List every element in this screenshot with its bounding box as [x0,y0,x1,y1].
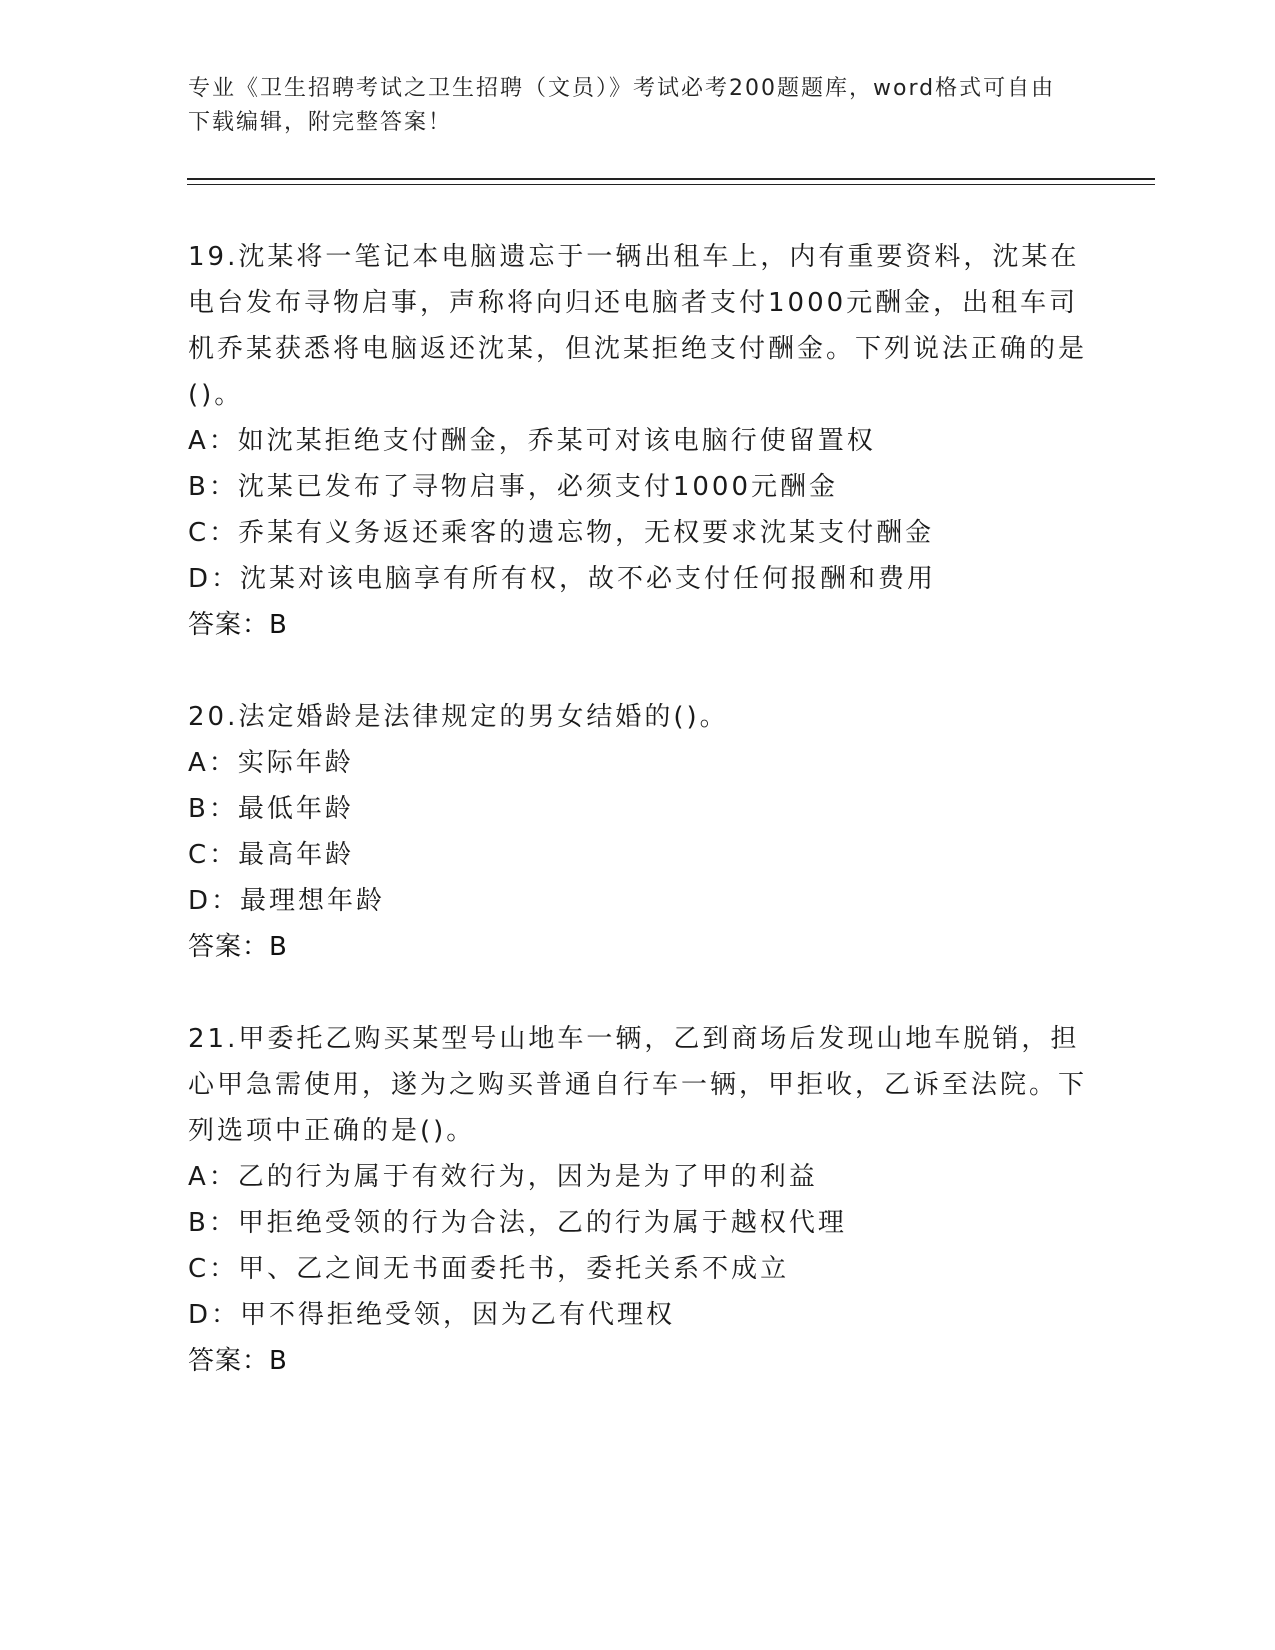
question-20 [188,694,1088,970]
option-a: A：乙的行为属于有效行为，因为是为了甲的利益 [188,1162,818,1192]
question-stem: 20.法定婚龄是法律规定的男女结婚的()。 [188,702,729,732]
question-list [188,234,1088,1430]
question-21 [188,1016,1088,1384]
question-stem: 19.沈某将一笔记本电脑遗忘于一辆出租车上，内有重要资料，沈某在电台发布寻物启事，声称将向归还电脑者支付1000元酬金，出租车司机乔某获悉将电脑返还沈某，但沈某拒绝支付酬金。下列说法正确的是()。 [188,242,1088,410]
option-d: D：甲不得拒绝受领，因为乙有代理权 [188,1300,676,1330]
answer: 答案：B [188,932,288,962]
question-19 [188,234,1088,648]
option-c: C：甲、乙之间无书面委托书，委托关系不成立 [188,1254,790,1284]
header-divider-thin [187,184,1155,185]
document-header: 专业《卫生招聘考试之卫生招聘（文员）》考试必考200题题库，word格式可自由下载编辑，附完整答案！ [188,76,1056,135]
answer: 答案：B [188,1346,288,1376]
option-d: D：最理想年龄 [188,886,386,916]
answer: 答案：B [188,610,288,640]
option-a: A：如沈某拒绝支付酬金，乔某可对该电脑行使留置权 [188,426,876,456]
option-c: C：最高年龄 [188,840,355,870]
option-a: A：实际年龄 [188,748,354,778]
option-c: C：乔某有义务返还乘客的遗忘物，无权要求沈某支付酬金 [188,518,935,548]
option-b: B：沈某已发布了寻物启事，必须支付1000元酬金 [188,472,839,502]
option-b: B：最低年龄 [188,794,354,824]
header-divider [187,178,1155,180]
option-b: B：甲拒绝受领的行为合法，乙的行为属于越权代理 [188,1208,847,1238]
question-stem: 21.甲委托乙购买某型号山地车一辆，乙到商场后发现山地车脱销，担心甲急需使用，遂为之购买普通自行车一辆，甲拒收，乙诉至法院。下列选项中正确的是()。 [188,1024,1088,1146]
option-d: D：沈某对该电脑享有所有权，故不必支付任何报酬和费用 [188,564,937,594]
